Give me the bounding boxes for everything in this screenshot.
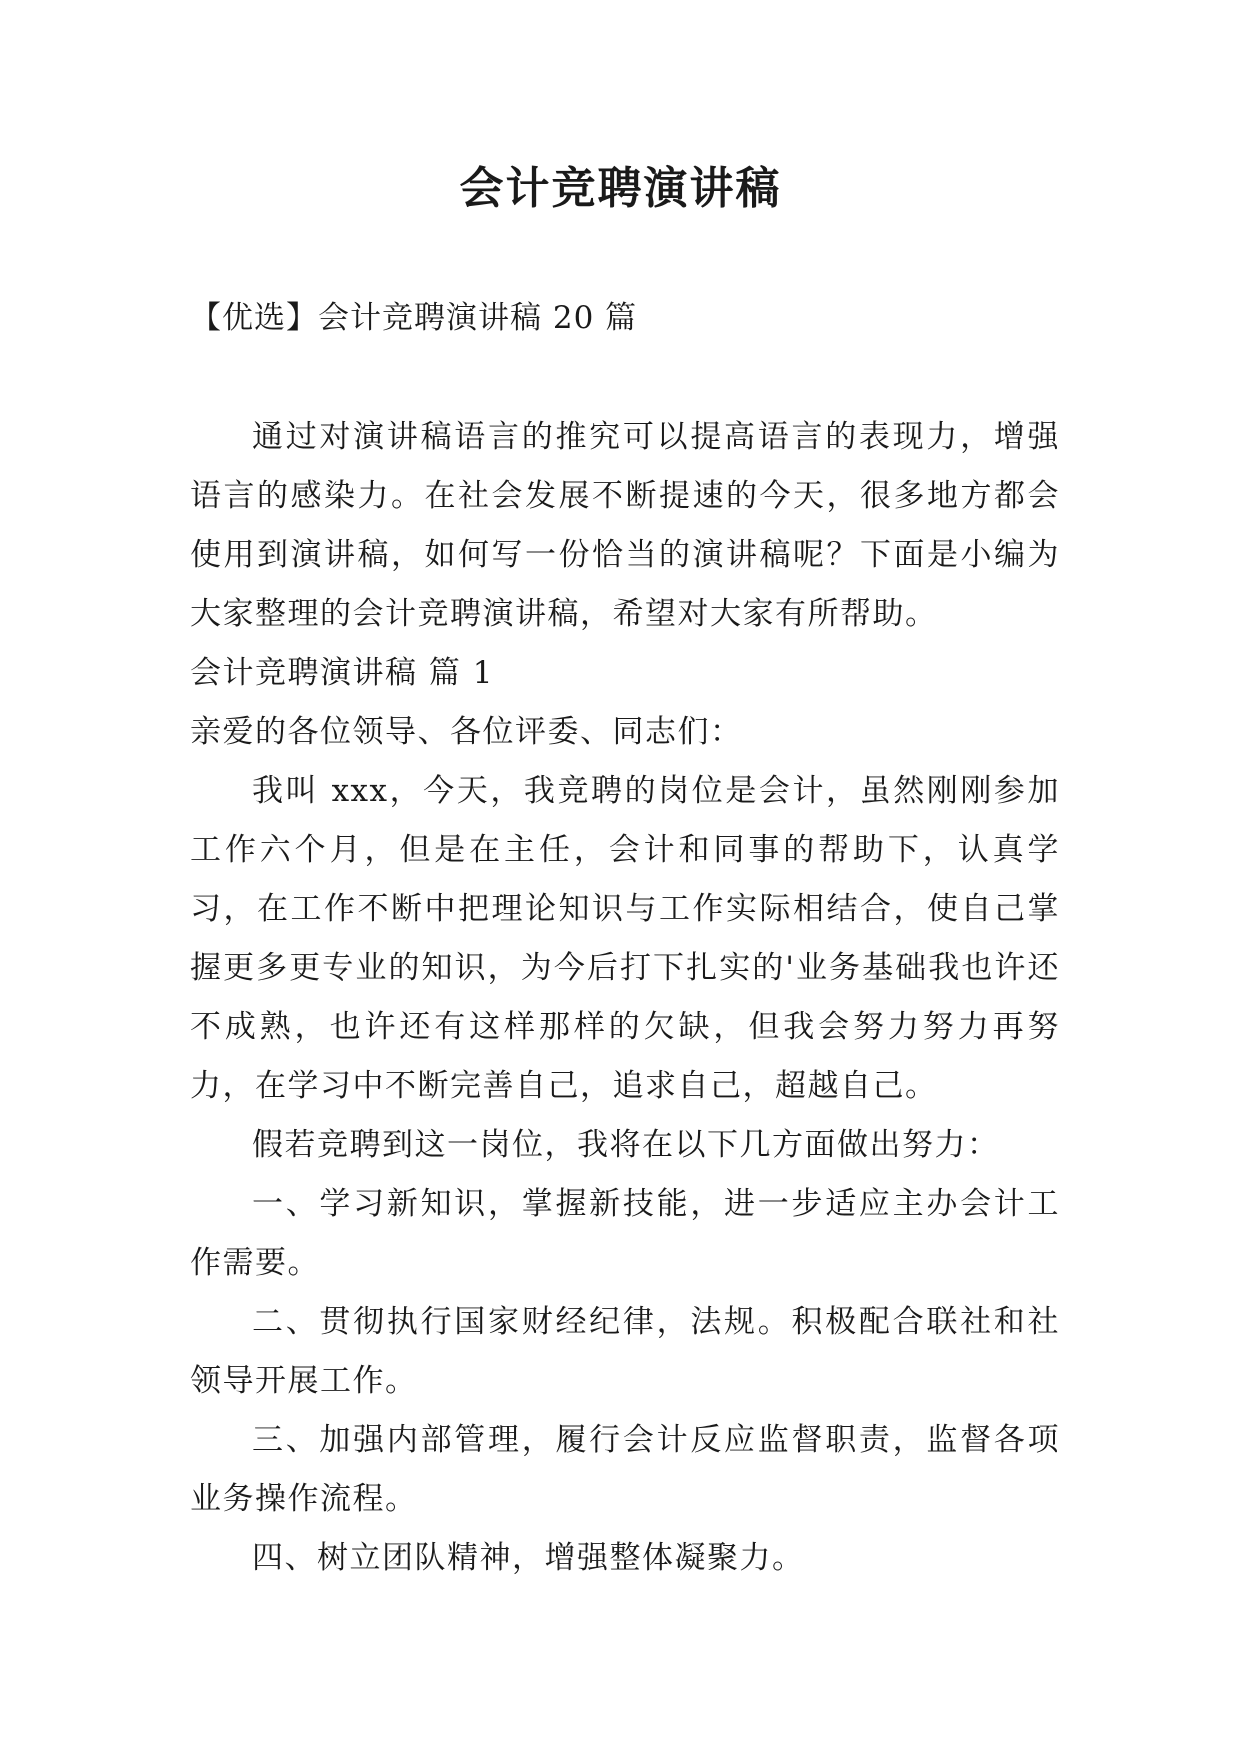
intro-paragraph: 通过对演讲稿语言的推究可以提高语言的表现力，增强语言的感染力。在社会发展不断提速的今天，很多地方都会使用到演讲稿，如何写一份恰当的演讲稿呢？下面是小编为大家整理的会计竞聘演讲稿，希望对大家有所帮助。 (190, 419, 1060, 632)
list-item: 一、学习新知识，掌握新技能，进一步适应主办会计工作需要。 (190, 1186, 1060, 1281)
list-item: 二、贯彻执行国家财经纪律，法规。积极配合联社和社领导开展工作。 (190, 1304, 1060, 1399)
list-item: 三、加强内部管理，履行会计反应监督职责，监督各项业务操作流程。 (190, 1422, 1060, 1517)
section-heading: 会计竞聘演讲稿 篇 1 (190, 655, 494, 691)
page-title: 会计竞聘演讲稿 (459, 163, 782, 214)
list-item: 四、树立团队精神，增强整体凝聚力。 (252, 1540, 805, 1576)
document-body (190, 408, 1060, 1588)
body-paragraph: 假若竞聘到这一岗位，我将在以下几方面做出努力： (252, 1127, 1000, 1163)
salutation: 亲爱的各位领导、各位评委、同志们： (190, 714, 743, 750)
document-subtitle: 【优选】会计竞聘演讲稿 20 篇 (190, 300, 638, 336)
body-paragraph: 我叫 xxx，今天，我竞聘的岗位是会计，虽然刚刚参加工作六个月，但是在主任，会计和同事的帮助下，认真学习，在工作不断中把理论知识与工作实际相结合，使自己掌握更多更专业的知识，为今后打下扎实的'业务基础我也许还不成熟，也许还有这样那样的欠缺，但我会努力努力再努力，在学习中不断完善自己，追求自己，超越自己。 (190, 773, 1060, 1104)
